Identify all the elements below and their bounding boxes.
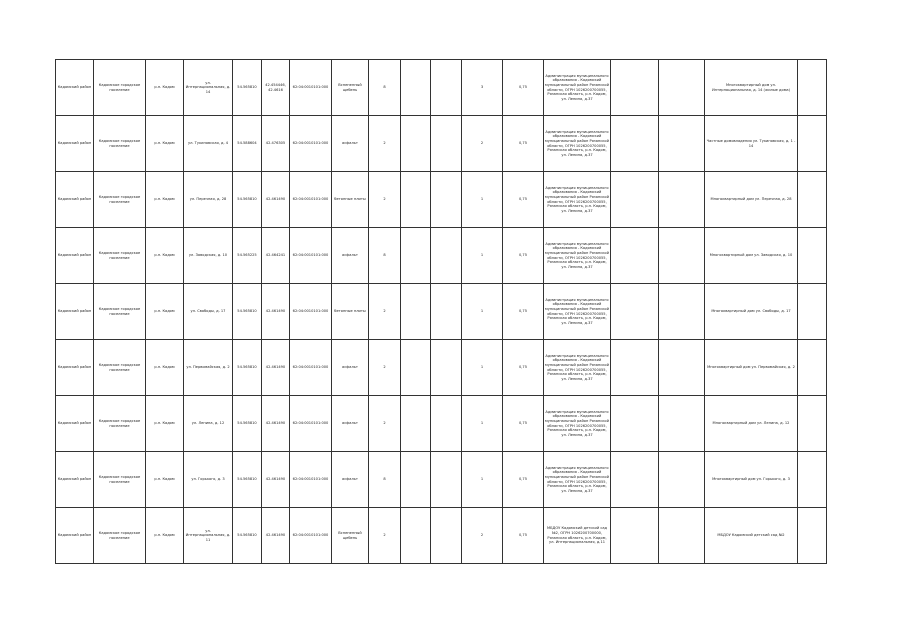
surface-cell: асфальт <box>332 116 369 172</box>
district-cell: Кадомский район <box>56 228 94 284</box>
locality-cell: р.п. Кадом <box>146 396 184 452</box>
empty-cell <box>659 172 705 228</box>
owner-cell: Администрация муниципального образования - Кадомский муниципальный район Рязанской области, ОГРН 1026200700055, Рязанская область, р.п. Кадом, ул. Ленина, д.37 <box>544 116 611 172</box>
district-cell: Кадомский район <box>56 508 94 564</box>
settlement-cell: Кадомское городское поселение <box>94 396 146 452</box>
surface-cell: асфальт <box>332 452 369 508</box>
latitude-cell: 54.565810 <box>233 452 262 508</box>
empty-cell <box>401 508 431 564</box>
waste-source-cell: Многоквартирный дом ул. Интернациональная, д. 14 (жилые дома) <box>705 60 798 116</box>
waste-source-cell: Многоквартирный дом ул. Первомайская, д. 2 <box>705 340 798 396</box>
surface-cell: бетонные плиты <box>332 284 369 340</box>
container-count-cell: 1 <box>462 172 503 228</box>
settlement-cell: Кадомское городское поселение <box>94 340 146 396</box>
settlement-cell: Кадомское городское поселение <box>94 172 146 228</box>
settlement-cell: Кадомское городское поселение <box>94 284 146 340</box>
empty-cell <box>611 228 659 284</box>
locality-cell: р.п. Кадом <box>146 228 184 284</box>
district-cell: Кадомский район <box>56 60 94 116</box>
surface-cell: Вспененный щебень <box>332 60 369 116</box>
waste-source-cell: Многоквартирный дом ул. Горького, д. 3 <box>705 452 798 508</box>
cadastral-cell: 62:04:0010101:000 <box>290 172 332 228</box>
waste-source-cell: МБДОУ Кадомский детский сад №2 <box>705 508 798 564</box>
empty-cell <box>401 340 431 396</box>
waste-source-cell: Многоквартирный дом ул. Перечная, д. 28 <box>705 172 798 228</box>
empty-cell <box>401 60 431 116</box>
district-cell: Кадомский район <box>56 172 94 228</box>
container-volume-cell: 0,75 <box>503 228 544 284</box>
longitude-cell: 42.476305 <box>262 116 290 172</box>
waste-source-cell: Многоквартирный дом ул. Свободы, д. 17 <box>705 284 798 340</box>
cadastral-cell: 62:04:0010101:000 <box>290 452 332 508</box>
container-count-cell: 1 <box>462 340 503 396</box>
empty-cell <box>611 340 659 396</box>
locality-cell: р.п. Кадом <box>146 452 184 508</box>
empty-cell <box>431 396 462 452</box>
empty-cell <box>659 284 705 340</box>
empty-cell <box>431 116 462 172</box>
container-volume-cell: 0,75 <box>503 116 544 172</box>
address-cell: ул. Интернациональная, д. 11 <box>184 508 233 564</box>
latitude-cell: 54.565810 <box>233 340 262 396</box>
owner-cell: Администрация муниципального образования - Кадомский муниципальный район Рязанской области, ОГРН 1026200700055, Рязанская область, р.п. Кадом, ул. Ленина, д.37 <box>544 396 611 452</box>
locality-cell: р.п. Кадом <box>146 116 184 172</box>
longitude-cell: 42.461490 <box>262 340 290 396</box>
cadastral-cell: 62:04:0010101:000 <box>290 60 332 116</box>
surface-cell: асфальт <box>332 228 369 284</box>
table-row <box>56 452 827 508</box>
surface-cell: бетонные плиты <box>332 172 369 228</box>
area-cell: 2 <box>369 340 401 396</box>
empty-cell <box>401 396 431 452</box>
locality-cell: р.п. Кадом <box>146 60 184 116</box>
settlement-cell: Кадомское городское поселение <box>94 452 146 508</box>
address-cell: ул. Интернациональная, д. 14 <box>184 60 233 116</box>
container-count-cell: 1 <box>462 396 503 452</box>
registry-table <box>55 59 827 564</box>
empty-cell <box>431 228 462 284</box>
district-cell: Кадомский район <box>56 284 94 340</box>
longitude-cell: 42.461490 <box>262 508 290 564</box>
district-cell: Кадомский район <box>56 340 94 396</box>
empty-cell <box>798 172 827 228</box>
table-row <box>56 284 827 340</box>
longitude-cell: 42.461490 <box>262 396 290 452</box>
district-cell: Кадомский район <box>56 116 94 172</box>
longitude-cell: 42.464241 <box>262 228 290 284</box>
cadastral-cell: 62:04:0010101:000 <box>290 340 332 396</box>
waste-source-cell: Частные домовладения ул. Тукиновская, д. 1 - 14 <box>705 116 798 172</box>
empty-cell <box>798 228 827 284</box>
owner-cell: Администрация муниципального образования - Кадомский муниципальный район Рязанской области, ОГРН 1026200700055, Рязанская область, р.п. Кадом, ул. Ленина, д.37 <box>544 228 611 284</box>
latitude-cell: 54.565225 <box>233 228 262 284</box>
empty-cell <box>431 340 462 396</box>
empty-cell <box>401 116 431 172</box>
owner-cell: Администрация муниципального образования - Кадомский муниципальный район Рязанской области, ОГРН 1026200700055, Рязанская область, р.п. Кадом, ул. Ленина, д.37 <box>544 340 611 396</box>
container-count-cell: 3 <box>462 60 503 116</box>
empty-cell <box>401 284 431 340</box>
area-cell: 2 <box>369 172 401 228</box>
empty-cell <box>798 116 827 172</box>
table-row <box>56 172 827 228</box>
waste-source-cell: Многоквартирный дом ул. Ленина, д. 12 <box>705 396 798 452</box>
empty-cell <box>611 116 659 172</box>
empty-cell <box>659 228 705 284</box>
area-cell: 8 <box>369 60 401 116</box>
empty-cell <box>659 116 705 172</box>
container-volume-cell: 0,75 <box>503 284 544 340</box>
latitude-cell: 54.565810 <box>233 396 262 452</box>
address-cell: ул. Тукиновская, д. 4 <box>184 116 233 172</box>
empty-cell <box>431 60 462 116</box>
surface-cell: асфальт <box>332 340 369 396</box>
container-count-cell: 2 <box>462 116 503 172</box>
cadastral-cell: 62:04:0010101:000 <box>290 396 332 452</box>
table-row <box>56 508 827 564</box>
owner-cell: Администрация муниципального образования - Кадомский муниципальный район Рязанской области, ОГРН 1026200700055, Рязанская область, р.п. Кадом, ул. Ленина, д.37 <box>544 284 611 340</box>
empty-cell <box>659 396 705 452</box>
address-cell: ул. Ленина, д. 12 <box>184 396 233 452</box>
settlement-cell: Кадомское городское поселение <box>94 60 146 116</box>
address-cell: ул. Первомайская, д. 2 <box>184 340 233 396</box>
empty-cell <box>798 60 827 116</box>
empty-cell <box>401 172 431 228</box>
locality-cell: р.п. Кадом <box>146 340 184 396</box>
empty-cell <box>611 284 659 340</box>
empty-cell <box>431 172 462 228</box>
empty-cell <box>659 452 705 508</box>
address-cell: ул. Перечная, д. 28 <box>184 172 233 228</box>
longitude-cell: 42.461490 <box>262 452 290 508</box>
latitude-cell: 54.565810 <box>233 508 262 564</box>
longitude-cell: 42.461490 <box>262 172 290 228</box>
cadastral-cell: 62:04:0010101:000 <box>290 508 332 564</box>
address-cell: ул. Свободы, д. 17 <box>184 284 233 340</box>
latitude-cell: 54.565810 <box>233 284 262 340</box>
empty-cell <box>659 508 705 564</box>
surface-cell: асфальт <box>332 396 369 452</box>
district-cell: Кадомский район <box>56 396 94 452</box>
container-count-cell: 1 <box>462 452 503 508</box>
table-row <box>56 116 827 172</box>
longitude-cell: 42.454446, 42.4616 <box>262 60 290 116</box>
address-cell: ул. Заводская, д. 10 <box>184 228 233 284</box>
area-cell: 2 <box>369 284 401 340</box>
latitude-cell: 54.588604 <box>233 116 262 172</box>
longitude-cell: 42.461490 <box>262 284 290 340</box>
empty-cell <box>401 452 431 508</box>
container-volume-cell: 0,75 <box>503 508 544 564</box>
latitude-cell: 54.565810 <box>233 60 262 116</box>
empty-cell <box>798 284 827 340</box>
settlement-cell: Кадомское городское поселение <box>94 228 146 284</box>
empty-cell <box>431 284 462 340</box>
table-row <box>56 396 827 452</box>
table-row <box>56 60 827 116</box>
owner-cell: Администрация муниципального образования - Кадомский муниципальный район Рязанской области, ОГРН 1026200700055, Рязанская область, р.п. Кадом, ул. Ленина, д.37 <box>544 60 611 116</box>
empty-cell <box>611 396 659 452</box>
container-count-cell: 1 <box>462 284 503 340</box>
latitude-cell: 54.565810 <box>233 172 262 228</box>
area-cell: 2 <box>369 508 401 564</box>
empty-cell <box>611 60 659 116</box>
table-row <box>56 340 827 396</box>
area-cell: 2 <box>369 396 401 452</box>
empty-cell <box>431 508 462 564</box>
locality-cell: р.п. Кадом <box>146 172 184 228</box>
waste-source-cell: Многоквартирный дом ул. Заводская, д. 10 <box>705 228 798 284</box>
container-volume-cell: 0,75 <box>503 396 544 452</box>
container-volume-cell: 0,75 <box>503 172 544 228</box>
empty-cell <box>798 452 827 508</box>
table-row <box>56 228 827 284</box>
container-volume-cell: 0,75 <box>503 340 544 396</box>
empty-cell <box>431 452 462 508</box>
empty-cell <box>798 396 827 452</box>
surface-cell: Вспененный щебень <box>332 508 369 564</box>
area-cell: 8 <box>369 452 401 508</box>
area-cell: 2 <box>369 116 401 172</box>
table-body <box>56 60 827 564</box>
empty-cell <box>659 60 705 116</box>
locality-cell: р.п. Кадом <box>146 508 184 564</box>
container-volume-cell: 0,75 <box>503 60 544 116</box>
cadastral-cell: 62:04:0010101:000 <box>290 284 332 340</box>
container-volume-cell: 0,75 <box>503 452 544 508</box>
empty-cell <box>798 508 827 564</box>
owner-cell: МБДОУ Кадомский детский сад №2, ОГРН 1026200700000, Рязанская область, р.п. Кадом, ул. Интернациональная, д.11 <box>544 508 611 564</box>
settlement-cell: Кадомское городское поселение <box>94 116 146 172</box>
empty-cell <box>611 508 659 564</box>
settlement-cell: Кадомское городское поселение <box>94 508 146 564</box>
empty-cell <box>611 452 659 508</box>
owner-cell: Администрация муниципального образования - Кадомский муниципальный район Рязанской области, ОГРН 1026200700055, Рязанская область, р.п. Кадом, ул. Ленина, д.37 <box>544 452 611 508</box>
empty-cell <box>611 172 659 228</box>
address-cell: ул. Горького, д. 3 <box>184 452 233 508</box>
cadastral-cell: 62:04:0010101:000 <box>290 116 332 172</box>
owner-cell: Администрация муниципального образования - Кадомский муниципальный район Рязанской области, ОГРН 1026200700055, Рязанская область, р.п. Кадом, ул. Ленина, д.37 <box>544 172 611 228</box>
locality-cell: р.п. Кадом <box>146 284 184 340</box>
container-count-cell: 2 <box>462 508 503 564</box>
empty-cell <box>401 228 431 284</box>
district-cell: Кадомский район <box>56 452 94 508</box>
empty-cell <box>659 340 705 396</box>
area-cell: 8 <box>369 228 401 284</box>
empty-cell <box>798 340 827 396</box>
container-count-cell: 1 <box>462 228 503 284</box>
cadastral-cell: 62:04:0010101:000 <box>290 228 332 284</box>
